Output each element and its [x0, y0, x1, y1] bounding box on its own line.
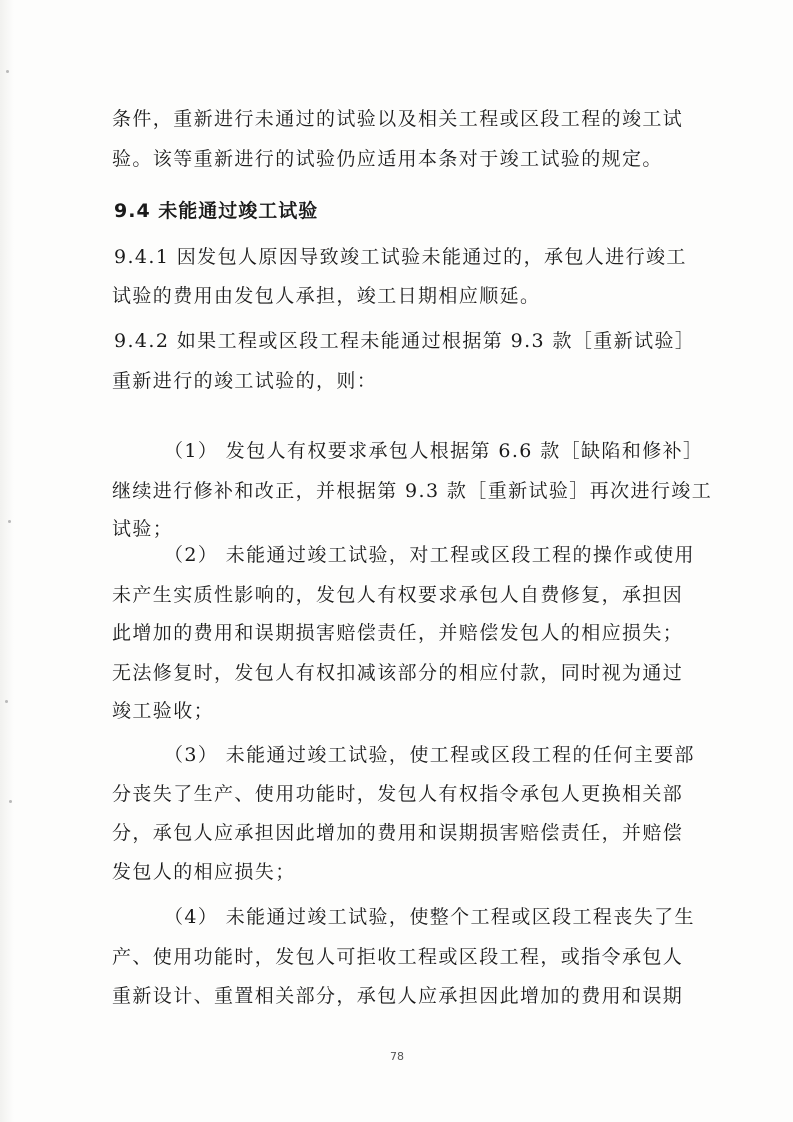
item-line: 发包人的相应损失； [112, 861, 296, 883]
clause-line: 试验的费用由发包人承担，竣工日期相应顺延。 [112, 285, 541, 307]
item-line: 重新设计、重置相关部分，承包人应承担因此增加的费用和误期 [112, 985, 684, 1007]
clause-line: 9.4.1 因发包人原因导致竣工试验未能通过的，承包人进行竣工 [114, 246, 687, 268]
item-line: （3） 未能通过竣工试验，使工程或区段工程的任何主要部 [164, 744, 695, 766]
scan-speck [5, 700, 8, 703]
item-line: （4） 未能通过竣工试验，使整个工程或区段工程丧失了生 [164, 906, 695, 928]
scan-edge-shadow [0, 0, 14, 1122]
item-line: 分丧失了生产、使用功能时，发包人有权指令承包人更换相关部 [112, 783, 684, 805]
clause-line: 9.4.2 如果工程或区段工程未能通过根据第 9.3 款［重新试验］ [114, 330, 696, 352]
section-heading: 9.4 未能通过竣工试验 [114, 200, 319, 222]
item-line: （2） 未能通过竣工试验，对工程或区段工程的操作或使用 [164, 544, 695, 566]
paragraph-line: 验。该等重新进行的试验仍应适用本条对于竣工试验的规定。 [112, 148, 663, 170]
paragraph-line: 条件，重新进行未通过的试验以及相关工程或区段工程的竣工试 [112, 108, 684, 130]
page-number: 78 [390, 1050, 404, 1063]
item-line: 此增加的费用和误期损害赔偿责任，并赔偿发包人的相应损失； [112, 622, 684, 644]
clause-line: 重新进行的竣工试验的，则： [112, 370, 378, 392]
scan-speck [8, 520, 11, 523]
item-line: 竣工验收； [112, 700, 215, 722]
item-line: 产、使用功能时，发包人可拒收工程或区段工程，或指令承包人 [112, 946, 684, 968]
scan-speck [6, 70, 9, 73]
scan-speck [9, 800, 12, 803]
item-line: 无法修复时，发包人有权扣减该部分的相应付款，同时视为通过 [112, 662, 684, 684]
item-line: （1） 发包人有权要求承包人根据第 6.6 款［缺陷和修补］ [164, 440, 704, 462]
item-line: 分，承包人应承担因此增加的费用和误期损害赔偿责任，并赔偿 [112, 822, 684, 844]
item-line: 继续进行修补和改正，并根据第 9.3 款［重新试验］再次进行竣工 [112, 480, 713, 502]
item-line: 试验； [112, 518, 174, 540]
item-line: 未产生实质性影响的，发包人有权要求承包人自费修复，承担因 [112, 584, 684, 606]
